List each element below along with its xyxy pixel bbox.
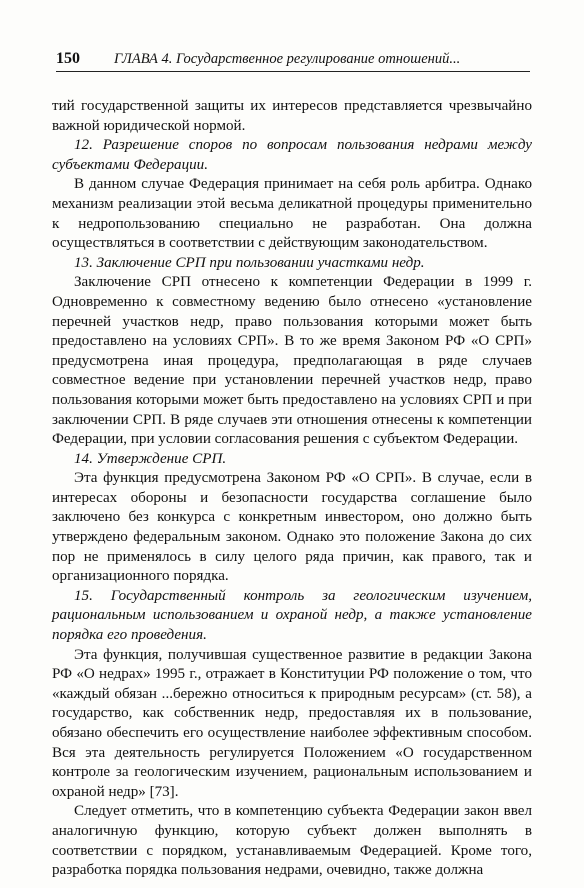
paragraph: Заключение СРП отнесено к компетенции Федерации в 1999 г. Одновременно к совместному ведению было отнесено «установление перечней участков недр, право пользования которыми может быть предоставлено на условиях СРП». В то же время Законом РФ «О СРП» предусмотрена иная процедура, предполагающая в ряде случаев совместное ведение при установлении перечней участков недр, право пользования которыми может быть предоставлено на условиях СРП и при заключении СРП. В ряде случаев эти отношения отнесены к компетенции Федерации, при условии согласования решения с субъектом Федерации.	[52, 274, 532, 448]
paragraph: В данном случае Федерация принимает на себя роль арбитра. Однако механизм реализации этой весьма деликатной процедуры применительно к недропользованию специально не разработан. Она должна осуществляться в соответствии с действующим законодательством.	[52, 176, 532, 252]
body-text	[52, 97, 532, 881]
paragraph: Эта функция предусмотрена Законом РФ «О СРП». В случае, если в интересах обороны и безопасности государства соглашение было заключено без конкурса с конкретным инвестором, оно должно быть утверждено федеральным законом. Однако это положение Закона до сих пор не применялось в силу целого ряда причин, как правого, так и организационного порядка.	[52, 470, 532, 585]
paragraph: Эта функция, получившая существенное развитие в редакции Закона РФ «О недрах» 1995 г., отражает в Конституции РФ положение о том, что «каждый обязан ...бережно относиться к природным ресурсам» (ст. 58), а государство, как собственник недр, предоставляя их в пользование, обязано обеспечить его осуществление наиболее эффективным способом. Вся эта деятельность регулируется Положением «О государственном контроле за геологическим изучением, рациональным использованием и охраной недр» [73].	[52, 646, 532, 800]
page-number: 150	[56, 50, 80, 67]
section-heading-12: 12. Разрешение споров по вопросам пользования недрами между субъектами Федерации.	[52, 137, 532, 173]
section-heading-14: 14. Утверждение СРП.	[74, 450, 227, 467]
running-title: ГЛАВА 4. Государственное регулирование отношений...	[114, 51, 461, 67]
paragraph-continuation: тий государственной защиты их интересов представляется чрезвычайно важной юридической нормой.	[52, 98, 532, 134]
section-heading-15: 15. Государственный контроль за геологическим изучением, рациональным использованием и охраной недр, а также установление порядка его проведения.	[52, 587, 532, 644]
section-heading-13: 13. Заключение СРП при пользовании участками недр.	[74, 254, 425, 271]
paragraph: Следует отметить, что в компетенцию субъекта Федерации закон ввел аналогичную функцию, которую субъект должен выполнять в соответствии с порядком, устанавливаемым Федерацией. Кроме того, разработка порядка пользования недрами, очевидно, также должна	[52, 803, 532, 879]
running-header	[56, 48, 530, 72]
